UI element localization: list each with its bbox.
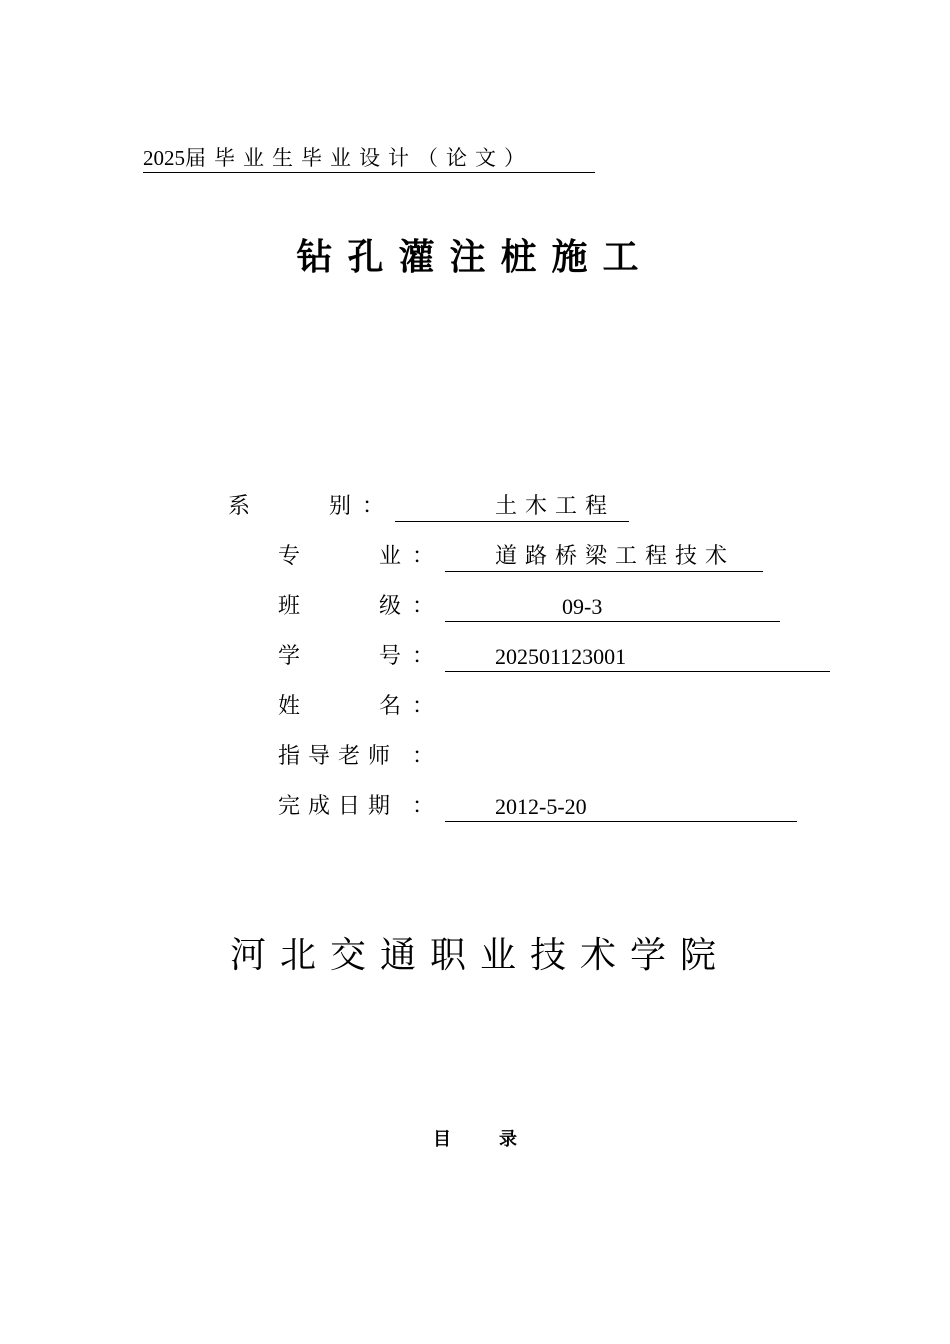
header-year: 2025 [143,146,185,170]
field-name [278,692,478,722]
field-advisor [278,742,478,772]
field-major [278,542,778,572]
label-char: 专 [278,544,301,569]
header-line [143,144,595,173]
field-completion-date-value: 2012-5-20 [495,794,587,819]
label-char: 业 [379,544,402,569]
label-char: 班 [278,594,301,619]
field-advisor-label: 指导老师 [278,744,399,769]
label-char: 姓 [278,694,301,719]
field-department-value: 土木工程 [495,494,616,519]
label-char: 系 [228,494,251,519]
label-colon: ： [412,594,435,619]
field-completion-date-label: 完成日期 [278,794,399,819]
field-student-id [278,642,838,672]
label-colon: ： [412,794,435,819]
label-colon: ： [412,694,435,719]
toc-heading: 目录 [433,1129,565,1150]
field-student-id-value: 202501123001 [495,644,627,669]
label-colon: ： [412,544,435,569]
field-class-value: 09-3 [562,594,603,619]
label-char: 学 [278,644,301,669]
label-char: 号 [379,644,402,669]
field-student-id-value-line [445,642,830,672]
label-colon: ： [412,644,435,669]
field-department [228,492,638,522]
label-colon: ： [412,744,435,769]
document-title: 钻孔灌注桩施工 [296,237,654,278]
label-char: 别 [329,494,352,519]
header-text: 届毕业生毕业设计（论文） [185,146,533,170]
field-class-value-line [445,592,780,622]
field-major-value: 道路桥梁工程技术 [495,544,736,569]
label-colon: ： [362,494,385,519]
label-char: 名 [379,694,402,719]
field-completion-date-value-line [445,792,797,822]
field-major-value-line [445,542,763,572]
college-name: 河北交通职业技术学院 [229,935,730,976]
field-class [278,592,788,622]
field-department-value-line [395,492,629,522]
field-completion-date [278,792,808,822]
label-char: 级 [379,594,402,619]
